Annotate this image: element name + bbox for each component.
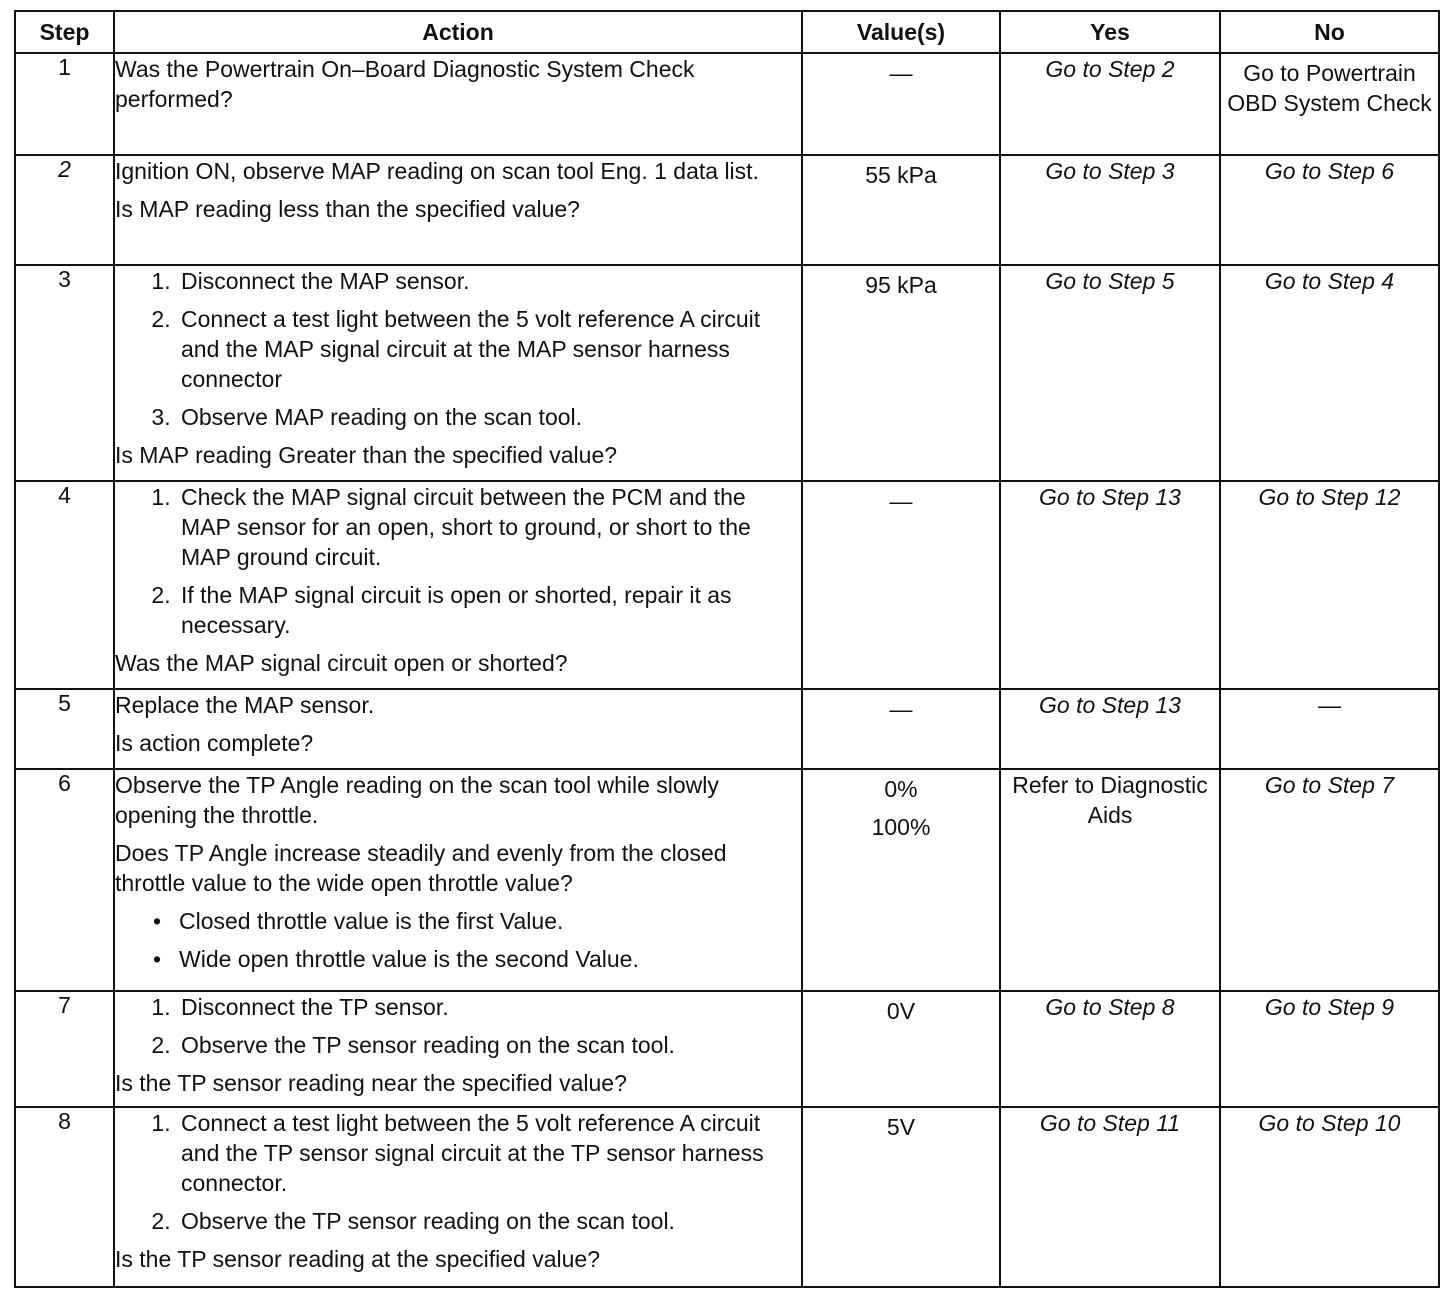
list-item: 2. Observe the TP sensor reading on the scan tool.: [177, 1030, 801, 1060]
action-cell: [114, 265, 802, 481]
no-link[interactable]: Go to Step 12: [1258, 484, 1401, 510]
bullet-item: • Wide open throttle value is the second Value.: [179, 944, 801, 974]
action-cell: [114, 155, 802, 265]
action-cell: [114, 1107, 802, 1287]
list-item: 3. Observe MAP reading on the scan tool.: [177, 402, 801, 432]
step-number: 2: [15, 155, 114, 265]
yes-link[interactable]: Go to Step 5: [1045, 268, 1175, 294]
no-cell: [1220, 265, 1439, 481]
yes-cell: [1000, 265, 1220, 481]
value-cell: 95 kPa: [802, 265, 1000, 481]
action-text: Ignition ON, observe MAP reading on scan tool Eng. 1 data list.: [115, 158, 759, 184]
step-number: 6: [15, 769, 114, 991]
list-item: 2. If the MAP signal circuit is open or shorted, repair it as necessary.: [177, 580, 801, 640]
action-question: Does TP Angle increase steadily and evenly from the closed throttle value to the wide open throttle value?: [115, 840, 727, 896]
no-cell: [1220, 481, 1439, 689]
value-line: 100%: [871, 814, 931, 840]
header-action: Action: [114, 11, 802, 53]
header-no: No: [1220, 11, 1439, 53]
value-cell: 55 kPa: [802, 155, 1000, 265]
step-number: 8: [15, 1107, 114, 1287]
action-list: [115, 482, 801, 640]
no-cell: —: [1220, 689, 1439, 769]
action-cell: [114, 991, 802, 1107]
list-item: 1. Disconnect the MAP sensor.: [177, 266, 801, 296]
value-cell: —: [802, 689, 1000, 769]
list-item: 1. Disconnect the TP sensor.: [177, 992, 801, 1022]
value-cell: [802, 769, 1000, 991]
yes-cell: [1000, 991, 1220, 1107]
header-step: Step: [15, 11, 114, 53]
yes-link[interactable]: Go to Step 3: [1045, 158, 1175, 184]
action-question: Is MAP reading Greater than the specified value?: [115, 442, 618, 468]
yes-link[interactable]: Go to Step 11: [1039, 1110, 1181, 1136]
table-row: [15, 265, 1439, 481]
no-cell: [1220, 991, 1439, 1107]
bullet-list: [115, 906, 801, 974]
action-text: Observe the TP Angle reading on the scan tool while slowly opening the throttle.: [115, 772, 719, 828]
list-item: 1. Connect a test light between the 5 volt reference A circuit and the TP sensor signal circuit at the TP sensor harness connector.: [177, 1108, 801, 1198]
header-row: [15, 11, 1439, 53]
value-cell: 0V: [802, 991, 1000, 1107]
step-number: 3: [15, 265, 114, 481]
list-item: 2. Connect a test light between the 5 volt reference A circuit and the MAP signal circuit at the MAP sensor harness connector: [177, 304, 801, 394]
action-question: Is action complete?: [115, 730, 314, 756]
table-row: [15, 1107, 1439, 1287]
yes-cell: [1000, 689, 1220, 769]
yes-link[interactable]: Refer to Diagnostic Aids: [1012, 772, 1208, 828]
yes-cell: [1000, 53, 1220, 155]
action-cell: [114, 769, 802, 991]
yes-cell: [1000, 155, 1220, 265]
diagnostic-table: [14, 10, 1440, 1288]
action-list: [115, 992, 801, 1060]
no-cell: [1220, 1107, 1439, 1287]
step-number: 5: [15, 689, 114, 769]
action-list: [115, 1108, 801, 1236]
yes-cell: [1000, 1107, 1220, 1287]
no-cell: [1220, 769, 1439, 991]
action-question: Is the TP sensor reading near the specified value?: [115, 1070, 627, 1096]
table-row: [15, 689, 1439, 769]
action-cell: [114, 689, 802, 769]
action-question: Was the MAP signal circuit open or shorted?: [115, 650, 568, 676]
no-link[interactable]: Go to Step 4: [1264, 268, 1395, 294]
no-cell: [1220, 53, 1439, 155]
yes-cell: [1000, 769, 1220, 991]
action-question: Is MAP reading less than the specified value?: [115, 196, 580, 222]
step-number: 1: [15, 53, 114, 155]
no-link[interactable]: Go to Step 6: [1264, 158, 1395, 184]
table-row: [15, 991, 1439, 1107]
yes-link[interactable]: Go to Step 2: [1045, 56, 1175, 82]
no-link[interactable]: Go to Step 10: [1258, 1110, 1401, 1136]
action-cell: [114, 481, 802, 689]
no-link[interactable]: Go to Step 9: [1264, 994, 1395, 1020]
step-number: 4: [15, 481, 114, 689]
value-cell: 5V: [802, 1107, 1000, 1287]
bullet-item: • Closed throttle value is the first Value.: [179, 906, 801, 936]
yes-link[interactable]: Go to Step 13: [1039, 692, 1181, 718]
value-cell: —: [802, 481, 1000, 689]
yes-cell: [1000, 481, 1220, 689]
no-cell: [1220, 155, 1439, 265]
list-item: 2. Observe the TP sensor reading on the scan tool.: [177, 1206, 801, 1236]
action-text: Replace the MAP sensor.: [115, 692, 375, 718]
table-row: [15, 769, 1439, 991]
action-cell: [114, 53, 802, 155]
action-question: Is the TP sensor reading at the specified value?: [115, 1246, 601, 1272]
action-text: Was the Powertrain On–Board Diagnostic System Check performed?: [115, 56, 695, 112]
no-link[interactable]: Go to Step 7: [1264, 772, 1395, 798]
value-line: 0%: [884, 776, 918, 802]
action-list: [115, 266, 801, 432]
table-row: [15, 481, 1439, 689]
value-cell: —: [802, 53, 1000, 155]
no-link[interactable]: Go to Powertrain OBD System Check: [1227, 60, 1432, 116]
header-yes: Yes: [1000, 11, 1220, 53]
step-number: 7: [15, 991, 114, 1107]
list-item: 1. Check the MAP signal circuit between the PCM and the MAP sensor for an open, short to ground, or short to the MAP ground circuit.: [177, 482, 801, 572]
table-row: [15, 53, 1439, 155]
yes-link[interactable]: Go to Step 13: [1039, 484, 1181, 510]
header-values: Value(s): [802, 11, 1000, 53]
yes-link[interactable]: Go to Step 8: [1045, 994, 1175, 1020]
table-row: [15, 155, 1439, 265]
